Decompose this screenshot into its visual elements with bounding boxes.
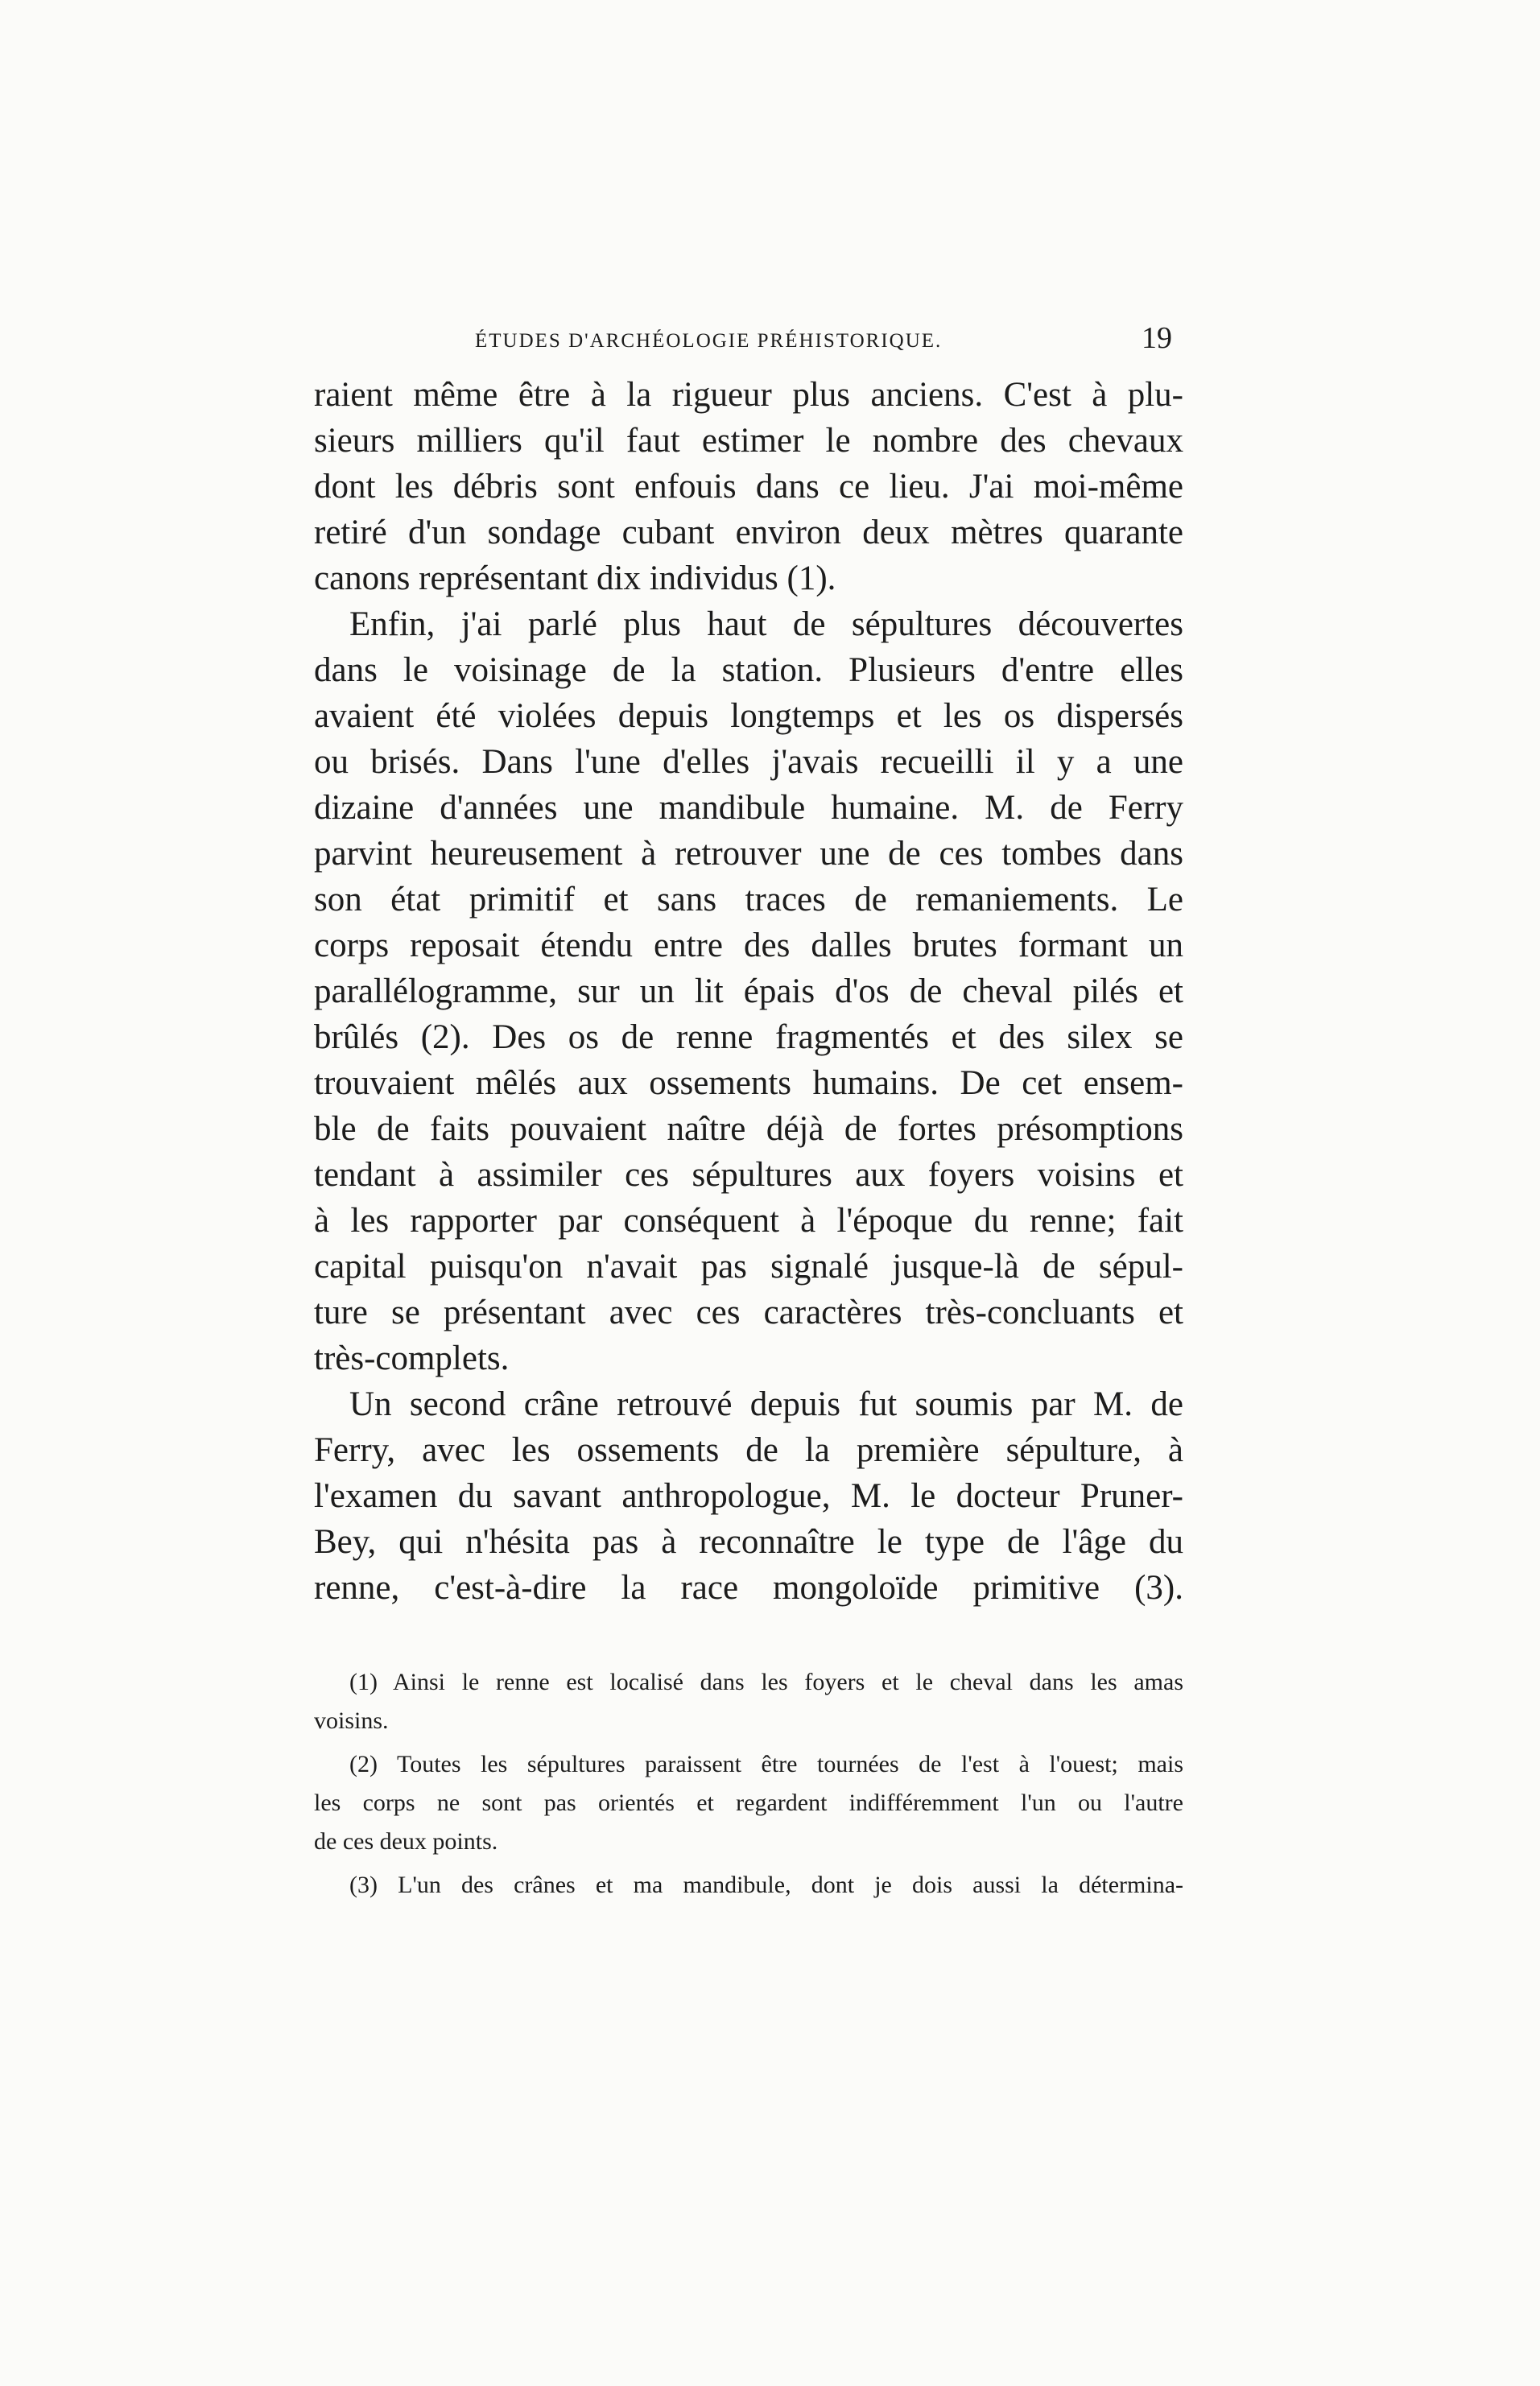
text-line: à les rapporter par conséquent à l'époque du renne; fait	[314, 1202, 1183, 1240]
text-line: parvint heureusement à retrouver une de ces tombes dans	[314, 835, 1183, 873]
text-line: retiré d'un sondage cubant environ deux mètres quarante	[314, 514, 1183, 551]
text-line: sieurs milliers qu'il faut estimer le nombre des chevaux	[314, 422, 1183, 460]
footnote-3-line: (3) L'un des crânes et ma mandibule, dont je dois aussi la détermina-	[349, 1872, 1183, 1898]
text-line: très-complets.	[314, 1340, 510, 1377]
text-line: trouvaient mêlés aux ossements humains. De cet ensem-	[314, 1064, 1183, 1102]
text-line: brûlés (2). Des os de renne fragmentés et des silex se	[314, 1018, 1183, 1056]
text-line: dont les débris sont enfouis dans ce lieu. J'ai moi-même	[314, 468, 1183, 506]
text-line: ou brisés. Dans l'une d'elles j'avais recueilli il y a une	[314, 743, 1183, 781]
text-line: l'examen du savant anthropologue, M. le docteur Pruner-	[314, 1477, 1183, 1515]
text-line: tendant à assimiler ces sépultures aux foyers voisins et	[314, 1156, 1183, 1194]
text-line: Enfin, j'ai parlé plus haut de sépultures découvertes	[349, 605, 1183, 643]
text-line: dans le voisinage de la station. Plusieurs d'entre elles	[314, 651, 1183, 689]
body-text	[314, 372, 1183, 1611]
text-line: canons représentant dix individus (1).	[314, 559, 836, 597]
text-line: parallélogramme, sur un lit épais d'os de cheval pilés et	[314, 972, 1183, 1010]
text-line: avaient été violées depuis longtemps et les os dispersés	[314, 697, 1183, 735]
text-line: son état primitif et sans traces de remaniements. Le	[314, 881, 1183, 918]
text-line: renne, c'est-à-dire la race mongoloïde primitive (3).	[314, 1569, 1183, 1607]
text-line: dizaine d'années une mandibule humaine. M. de Ferry	[314, 789, 1183, 827]
footnote-2-line: de ces deux points.	[314, 1828, 498, 1855]
page-number: 19	[1142, 321, 1172, 355]
footnote-2-line: (2) Toutes les sépultures paraissent être tournées de l'est à l'ouest; mais	[349, 1751, 1183, 1777]
running-head	[314, 320, 1183, 369]
running-title: ÉTUDES D'ARCHÉOLOGIE PRÉHISTORIQUE.	[475, 330, 943, 352]
text-line: ble de faits pouvaient naître déjà de fortes présomptions	[314, 1110, 1183, 1148]
footnote-2-line: les corps ne sont pas orientés et regardent indifféremment l'un ou l'autre	[314, 1790, 1183, 1816]
text-line: corps reposait étendu entre des dalles brutes formant un	[314, 927, 1183, 964]
text-line: ture se présentant avec ces caractères très-concluants et	[314, 1294, 1183, 1331]
text-line: raient même être à la rigueur plus anciens. C'est à plu-	[314, 376, 1183, 414]
text-line: Un second crâne retrouvé depuis fut soumis par M. de	[349, 1385, 1183, 1423]
footnote-1-line: voisins.	[314, 1707, 389, 1734]
footnote-1-line: (1) Ainsi le renne est localisé dans les foyers et le cheval dans les amas	[349, 1669, 1183, 1695]
footnotes	[314, 1663, 1183, 1905]
text-line: Ferry, avec les ossements de la première sépulture, à	[314, 1431, 1183, 1469]
text-line: capital puisqu'on n'avait pas signalé jusque-là de sépul-	[314, 1248, 1183, 1286]
text-line: Bey, qui n'hésita pas à reconnaître le type de l'âge du	[314, 1523, 1183, 1561]
